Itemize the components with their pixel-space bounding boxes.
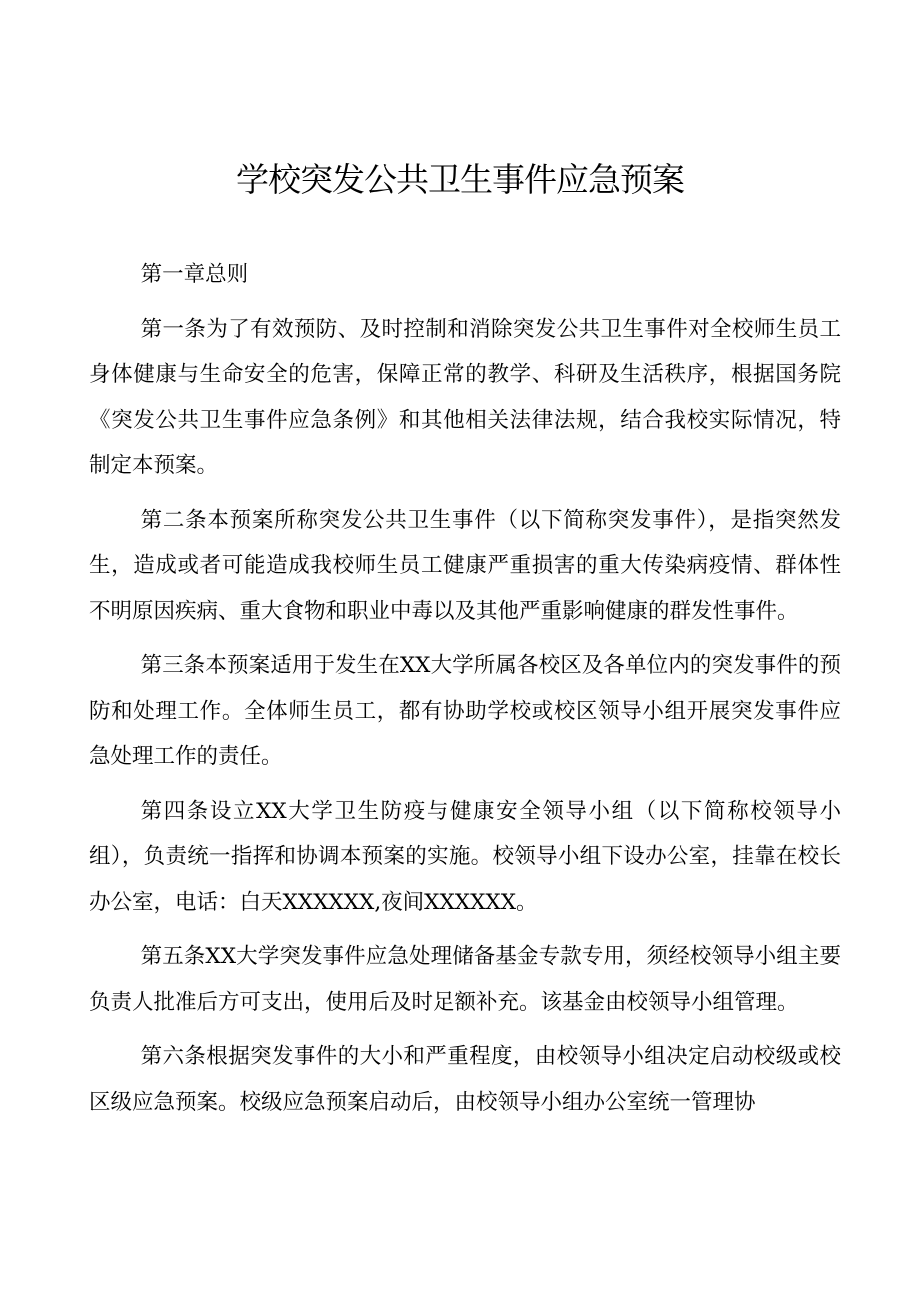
article-2-paragraph: 第二条本预案所称突发公共卫生事件（以下简称突发事件），是指突然发生，造成或者可能造成我校师生员工健康严重损害的重大传染病疫情、群体性不明原因疾病、重大食物和职业中毒以及其他严重影响健康的群发性事件。	[89, 507, 841, 624]
document-title: 学校突发公共卫生事件应急预案	[236, 160, 684, 199]
chapter-heading: 第一章总则	[140, 262, 249, 287]
article-6-paragraph: 第六条根据突发事件的大小和严重程度，由校领导小组决定启动校级或校区级应急预案。校级应急预案启动后，由校领导小组办公室统一管理协	[89, 1044, 841, 1115]
article-3-paragraph: 第三条本预案适用于发生在XX大学所属各校区及各单位内的突发事件的预防和处理工作。全体师生员工，都有协助学校或校区领导小组开展突发事件应急处理工作的责任。	[89, 653, 841, 769]
article-4-paragraph: 第四条设立XX大学卫生防疫与健康安全领导小组（以下简称校领导小组），负责统一指挥和协调本预案的实施。校领导小组下设办公室，挂靠在校长办公室，电话：白天XXXXXX,夜间XXXXXX。	[89, 798, 841, 915]
article-1-paragraph: 第一条为了有效预防、及时控制和消除突发公共卫生事件对全校师生员工身体健康与生命安全的危害，保障正常的教学、科研及生活秩序，根据国务院《突发公共卫生事件应急条例》和其他相关法律法规，结合我校实际情况，特制定本预案。	[89, 316, 841, 478]
document-body	[89, 252, 841, 1134]
article-5-paragraph: 第五条XX大学突发事件应急处理储备基金专款专用，须经校领导小组主要负责人批准后方可支出，使用后及时足额补充。该基金由校领导小组管理。	[89, 944, 841, 1015]
